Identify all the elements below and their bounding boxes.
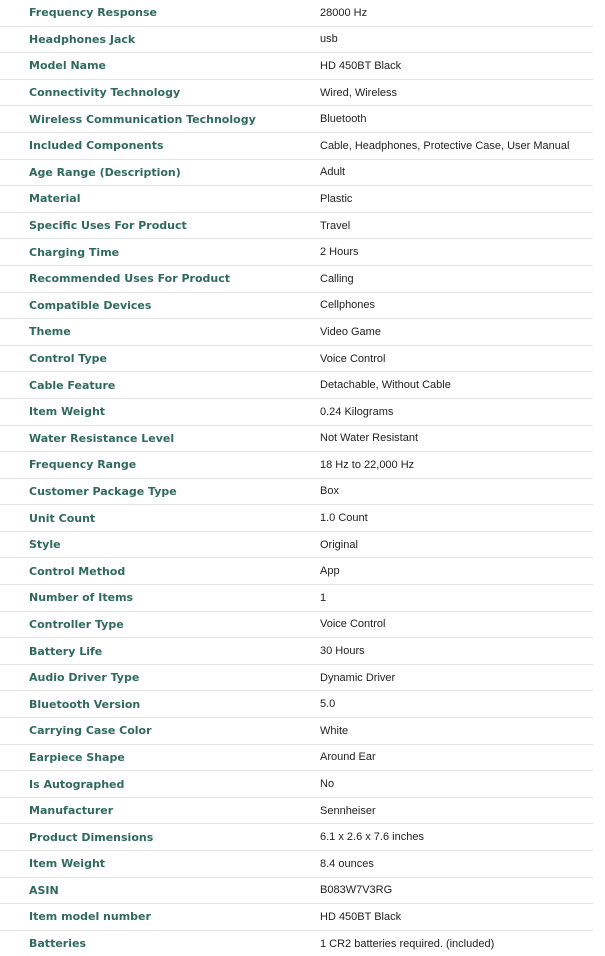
spec-value: Sennheiser (320, 797, 593, 824)
spec-row (0, 505, 593, 532)
spec-value: 30 Hours (320, 638, 593, 665)
spec-value: 1 CR2 batteries required. (included) (320, 937, 495, 950)
spec-value: Cable, Headphones, Protective Case, User Manual (320, 132, 593, 159)
spec-label: Age Range (Description) (0, 159, 320, 186)
spec-row (0, 452, 593, 479)
spec-row (0, 664, 593, 691)
spec-label: Customer Package Type (0, 478, 320, 505)
spec-row (0, 585, 593, 612)
spec-value: Around Ear (320, 744, 593, 771)
spec-value: Box (320, 478, 593, 505)
spec-label: Style (0, 531, 320, 558)
spec-value: 1.0 Count (320, 505, 593, 532)
spec-row (0, 478, 593, 505)
spec-value: 28000 Hz (320, 0, 593, 26)
spec-label: Model Name (0, 53, 320, 80)
spec-value: Voice Control (320, 611, 593, 638)
spec-value: HD 450BT Black (320, 53, 593, 80)
spec-value: Not Water Resistant (320, 425, 593, 452)
spec-label: ASIN (0, 877, 320, 904)
spec-row (0, 691, 593, 718)
spec-value: B083W7V3RG (320, 877, 593, 904)
spec-row (0, 744, 593, 771)
spec-label: Wireless Communication Technology (0, 106, 320, 133)
spec-label: Theme (0, 319, 320, 346)
spec-label: Included Components (0, 132, 320, 159)
spec-value: Dynamic Driver (320, 664, 593, 691)
spec-row (0, 106, 593, 133)
spec-row (0, 638, 593, 665)
spec-row (0, 531, 593, 558)
spec-row (0, 79, 593, 106)
spec-label: Charging Time (0, 239, 320, 266)
spec-value: Cellphones (320, 292, 593, 319)
spec-row (0, 212, 593, 239)
spec-row (0, 771, 593, 798)
spec-value: 18 Hz to 22,000 Hz (320, 452, 593, 479)
spec-label: Specific Uses For Product (0, 212, 320, 239)
spec-value: Original (320, 531, 593, 558)
spec-label: Item Weight (0, 851, 320, 878)
spec-row (0, 132, 593, 159)
spec-label: Unit Count (0, 505, 320, 532)
spec-value: Plastic (320, 186, 593, 213)
spec-row (0, 611, 593, 638)
spec-value: Bluetooth (320, 106, 593, 133)
spec-label: Item model number (0, 904, 320, 931)
spec-row (0, 824, 593, 851)
spec-value: Wired, Wireless (320, 79, 593, 106)
spec-value: 8.4 ounces (320, 851, 593, 878)
spec-row (0, 26, 593, 53)
spec-value: 2 Hours (320, 239, 593, 266)
spec-label: Connectivity Technology (0, 79, 320, 106)
spec-value: No (320, 771, 593, 798)
spec-row (0, 877, 593, 904)
spec-row (0, 851, 593, 878)
spec-value: Video Game (320, 319, 593, 346)
spec-row (0, 186, 593, 213)
spec-label: Compatible Devices (0, 292, 320, 319)
spec-row (0, 718, 593, 745)
spec-label: Bluetooth Version (0, 691, 320, 718)
spec-value: Detachable, Without Cable (320, 372, 593, 399)
spec-row (0, 345, 593, 372)
spec-value: App (320, 558, 593, 585)
spec-label: Number of Items (0, 585, 320, 612)
spec-label: Manufacturer (0, 797, 320, 824)
spec-value: usb (320, 26, 593, 53)
spec-label: Recommended Uses For Product (0, 265, 320, 292)
spec-value: 0.24 Kilograms (320, 398, 593, 425)
spec-label: Carrying Case Color (0, 718, 320, 745)
spec-value: Adult (320, 159, 593, 186)
spec-label: Frequency Range (0, 452, 320, 479)
spec-label: Battery Life (0, 638, 320, 665)
spec-label: Water Resistance Level (0, 425, 320, 452)
spec-row (0, 53, 593, 80)
spec-row (0, 558, 593, 585)
spec-label: Earpiece Shape (0, 744, 320, 771)
spec-value: Calling (320, 265, 593, 292)
spec-value: White (320, 718, 593, 745)
spec-row (0, 292, 593, 319)
spec-label: Controller Type (0, 611, 320, 638)
spec-value: Travel (320, 212, 593, 239)
spec-row (0, 398, 593, 425)
spec-label: Control Type (0, 345, 320, 372)
spec-value: Voice Control (320, 345, 593, 372)
spec-value: 5.0 (320, 691, 593, 718)
spec-row (0, 265, 593, 292)
spec-label: Product Dimensions (0, 824, 320, 851)
spec-row (0, 930, 593, 956)
spec-label: Item Weight (0, 398, 320, 425)
spec-label: Audio Driver Type (0, 664, 320, 691)
spec-row (0, 372, 593, 399)
spec-label: Headphones Jack (0, 26, 320, 53)
spec-label: Is Autographed (0, 771, 320, 798)
spec-value: 6.1 x 2.6 x 7.6 inches (320, 824, 593, 851)
spec-row (0, 904, 593, 931)
spec-row (0, 425, 593, 452)
spec-row (0, 0, 593, 26)
spec-label: Material (0, 186, 320, 213)
spec-row (0, 159, 593, 186)
spec-row (0, 319, 593, 346)
spec-row (0, 797, 593, 824)
spec-row (0, 239, 593, 266)
spec-value: 1 (320, 585, 593, 612)
spec-label: Cable Feature (0, 372, 320, 399)
spec-label: Control Method (0, 558, 320, 585)
spec-label: Frequency Response (0, 0, 320, 26)
spec-value: HD 450BT Black (320, 904, 593, 931)
spec-label: Batteries (29, 937, 86, 951)
